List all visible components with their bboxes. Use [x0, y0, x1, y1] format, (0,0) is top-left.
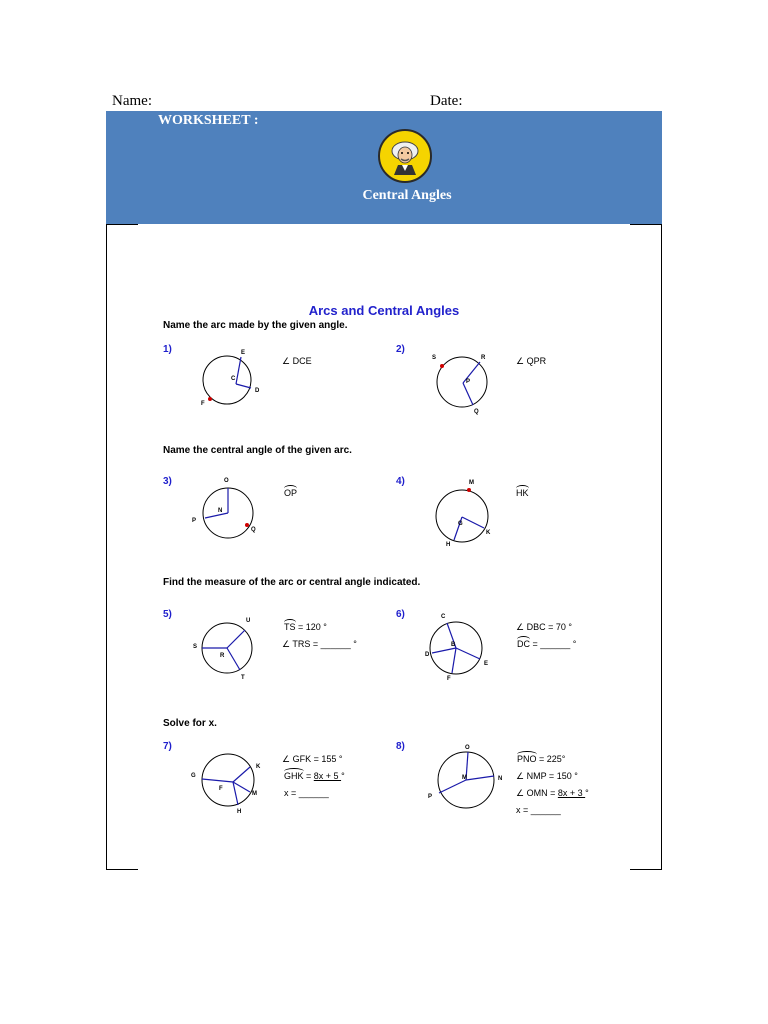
problem-8-arc: PNO: [517, 754, 537, 764]
date-label: Date:: [430, 93, 463, 109]
problem-8-line-3: [516, 788, 589, 799]
label-M: M: [469, 480, 474, 486]
label-F: F: [219, 786, 223, 792]
problem-7-equals: =: [303, 771, 314, 781]
section-1-instruction: Name the arc made by the given angle.: [163, 320, 348, 331]
angle-symbol: ∠: [516, 788, 525, 798]
label-P: P: [428, 794, 433, 800]
angle-symbol: ∠: [282, 639, 291, 649]
label-B: B: [451, 642, 456, 648]
problem-5-given: = 120 °: [295, 622, 327, 632]
label-N: N: [498, 776, 503, 782]
label-P: P: [466, 379, 471, 385]
problem-6-number: 6): [396, 609, 405, 620]
angle-symbol: ∠: [282, 356, 291, 366]
problem-3-figure: [188, 474, 268, 544]
label-Q: Q: [474, 409, 479, 415]
label-D: D: [255, 388, 260, 394]
label-F: F: [447, 676, 451, 682]
angle-symbol: ∠: [282, 754, 291, 764]
label-R: R: [220, 653, 225, 659]
problem-4-number: 4): [396, 476, 405, 487]
section-4-instruction: Solve for x.: [163, 718, 217, 729]
angle-symbol: ∠: [516, 356, 525, 366]
label-K: K: [256, 764, 261, 770]
problem-5-line-2: [282, 639, 357, 650]
problem-7-expression: 8x + 5: [313, 771, 342, 781]
cartoon-scientist-icon: [378, 129, 432, 183]
label-R: R: [481, 355, 486, 361]
label-N: N: [218, 508, 223, 514]
problem-1-text: [282, 356, 312, 367]
label-C: C: [231, 376, 236, 382]
label-Q: Q: [251, 527, 256, 533]
problem-7-line-1: [282, 754, 342, 765]
problem-6-figure: [420, 610, 495, 682]
problem-2-text: [516, 356, 546, 367]
problem-7-degree: °: [341, 771, 345, 781]
problem-8-line-4: x = ______: [516, 805, 561, 815]
banner: [106, 111, 662, 224]
label-E: E: [241, 350, 246, 356]
label-F: F: [201, 401, 205, 407]
label-G: G: [191, 773, 196, 779]
problem-8-degree: °: [585, 788, 589, 798]
problem-7-line-3: x = ______: [284, 788, 329, 798]
problem-4-figure: [428, 476, 498, 548]
problem-4-text: [516, 488, 529, 498]
frame-bottom-left: [106, 869, 138, 870]
angle-symbol: ∠: [516, 771, 525, 781]
label-D: D: [425, 652, 430, 658]
problem-8-line-2: [516, 771, 578, 782]
frame-left: [106, 224, 107, 870]
problem-5-number: 5): [163, 609, 172, 620]
problem-7-figure: [188, 750, 268, 820]
problem-3-text: [284, 488, 297, 498]
problem-1-figure: [196, 346, 271, 408]
problem-5-line-1: [284, 622, 327, 632]
problem-8-omn-label: OMN =: [526, 788, 558, 798]
label-O: O: [465, 745, 470, 751]
problem-8-line-1: [517, 754, 565, 764]
problem-7-number: 7): [163, 741, 172, 752]
banner-subtitle: Central Angles: [362, 188, 452, 203]
problem-6-line-1: [516, 622, 572, 633]
problem-2-angle: QPR: [526, 356, 547, 366]
label-H: H: [446, 542, 451, 548]
label-C: C: [441, 614, 446, 620]
problem-8-given-2: NMP = 150 °: [526, 771, 578, 781]
problem-5-arc: TS: [284, 622, 296, 632]
label-O: O: [224, 478, 229, 484]
problem-2-figure: [428, 350, 498, 416]
frame-top-left: [106, 224, 138, 225]
problem-3-number: 3): [163, 476, 172, 487]
label-K: K: [486, 530, 491, 536]
label-M: M: [462, 775, 467, 781]
page-title: Arcs and Central Angles: [308, 303, 460, 318]
problem-5-figure: [190, 612, 265, 682]
problem-6-arc: DC: [517, 639, 530, 649]
problem-6-question: = ______ °: [530, 639, 577, 649]
problem-1-angle: DCE: [292, 356, 312, 366]
frame-top-right: [630, 224, 662, 225]
label-S: S: [193, 644, 198, 650]
problem-8-expression: 8x + 3: [557, 788, 586, 798]
name-label: Name:: [112, 93, 152, 109]
label-T: T: [241, 675, 245, 681]
problem-4-arc: HK: [516, 488, 529, 498]
problem-8-figure: [424, 742, 504, 814]
problem-7-line-2: [284, 771, 345, 781]
problem-8-given: = 225°: [536, 754, 566, 764]
problem-7-given: GFK = 155 °: [292, 754, 343, 764]
problem-1-number: 1): [163, 344, 172, 355]
problem-6-given: DBC = 70 °: [526, 622, 572, 632]
worksheet-label: WORKSHEET :: [158, 113, 259, 128]
problem-7-arc: GHK: [284, 771, 304, 781]
label-G: G: [458, 521, 463, 527]
label-M: M: [252, 791, 257, 797]
angle-symbol: ∠: [516, 622, 525, 632]
label-E: E: [484, 661, 489, 667]
problem-5-question: TRS = ______ °: [292, 639, 357, 649]
label-H: H: [237, 809, 242, 815]
frame-right: [661, 224, 662, 870]
problem-8-number: 8): [396, 741, 405, 752]
frame-bottom-right: [630, 869, 662, 870]
label-P: P: [192, 518, 197, 524]
label-S: S: [432, 355, 437, 361]
section-3-instruction: Find the measure of the arc or central angle indicated.: [163, 577, 421, 588]
label-U: U: [246, 618, 251, 624]
problem-2-number: 2): [396, 344, 405, 355]
problem-6-line-2: [517, 639, 576, 649]
section-2-instruction: Name the central angle of the given arc.: [163, 445, 352, 456]
problem-3-arc: OP: [284, 488, 298, 498]
